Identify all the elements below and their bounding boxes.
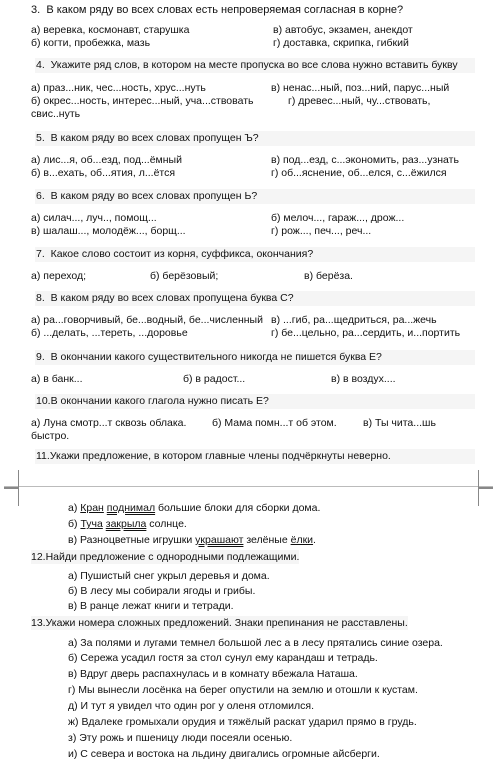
q13-option: г) Мы вынесли лосёнка на берег опустили на землю и отошли к кустам. (68, 684, 418, 696)
q10-option: быстро. (31, 430, 70, 442)
q11-option-c: в) Разноцветные игрушки украшают зелёные ёлки. (68, 534, 316, 546)
q3-title: 3. В каком ряду во всех словах есть непроверяемая согласная в корне? (31, 4, 404, 16)
q5-option: а) лис...я, об...езд, под...ёмный (31, 154, 182, 166)
q11-title: 11.Укажи предложение, в котором главные члены подчёркнуты неверно. (35, 449, 475, 464)
q7-option: б) берёзовый; (150, 270, 219, 282)
q4-title: 4. Укажите ряд слов, в котором на месте пропуска во все слова нужно вставить букву (35, 58, 475, 73)
q3-option: б) когти, пробежка, мазь (31, 37, 151, 49)
q7-option: а) переход; (31, 270, 87, 282)
q13-option: б) Сережа усадил гостя за стол сунул ему карандаш и тетрадь. (68, 652, 378, 664)
q6-title: 6. В каком ряду во всех словах пропущен Ь? (35, 189, 475, 204)
q6-option: г) рож..., печ..., реч... (271, 225, 372, 237)
q12-option: б) В лесу мы собирали ягоды и грибы. (68, 585, 256, 597)
q13-option: а) За полями и лугами темнел большой лес а в лесу прятались синие озера. (68, 637, 443, 649)
q4-option: свис..нуть (31, 108, 81, 120)
q8-option: в) ...гиб, ра...щедриться, ра...жечь (271, 314, 437, 326)
q9-option: в) в воздух.... (331, 373, 396, 385)
q6-option: в) шалаш..., молодёж..., борщ... (31, 225, 186, 237)
subject-underline: Кран (80, 502, 104, 514)
q7-option: в) берёза. (304, 270, 353, 282)
q8-option: г) бе...цельно, ра...сердить, и...портить (271, 327, 461, 339)
q10-option: в) Ты чита...шь (363, 417, 436, 429)
q4-option: в) ненас...ный, поз...ний, парус...ный (271, 82, 450, 94)
page-break (4, 486, 493, 487)
q10-option: б) Мама помн...т об этом. (212, 417, 337, 429)
q4-option: г) древес...ный, чу...ствовать, (288, 95, 431, 107)
q13-option: з) Эту рожь и пшеницу люди посеяли осенью. (68, 732, 293, 744)
predicate-underline: украшают (195, 534, 244, 546)
q6-option: б) мелоч..., гараж..., дрож... (271, 212, 405, 224)
q12-option: в) В ранце лежат книги и тетради. (68, 600, 234, 612)
q11-option-a: а) Кран поднимал большие блоки для сборки дома. (68, 502, 321, 514)
q13-option: в) Вдруг дверь распахнулась и в комнату вбежала Наташа. (68, 668, 358, 680)
q7-title: 7. Какое слово состоит из корня, суффикса, окончания? (35, 247, 475, 262)
q3-option: а) веревка, космонавт, старушка (31, 24, 190, 36)
predicate-underline: поднимал (106, 502, 156, 514)
predicate-underline: закрыла (105, 518, 147, 530)
q9-option: б) в радост... (183, 373, 246, 385)
q13-option: д) И тут я увидел что один рог у оленя отломился. (68, 700, 315, 712)
q5-option: в) под...езд, с...экономить, раз...узнать (271, 154, 459, 166)
q4-option: б) окрес...ность, интерес...ный, уча...ствовать (31, 95, 254, 107)
q3-option: г) доставка, скрипка, гибкий (273, 37, 409, 49)
q10-title: 10.В окончании какого глагола нужно писать Е? (35, 394, 475, 409)
q13-option: и) С севера и востока на льдину двигались огромные айсберги. (68, 748, 380, 760)
q13-option: ж) Вдалеке громыхали орудия и тяжёлый раскат ударил прямо в грудь. (68, 716, 417, 728)
q12-title: 12.Найди предложение с однородными подлежащими. (31, 551, 300, 563)
q9-option: а) в банк... (31, 373, 83, 385)
q5-option: г) об...яснение, об...елся, с...ёжился (271, 167, 447, 179)
page-corner-mark (4, 487, 19, 506)
subject-underline: Туча (80, 518, 103, 530)
q8-title: 8. В каком ряду во всех словах пропущена буква С? (35, 291, 475, 306)
q11-option-b: б) Туча закрыла солнце. (68, 518, 187, 530)
q3-option: в) автобус, экзамен, анекдот (273, 24, 413, 36)
subject-underline: ёлки (290, 534, 314, 546)
q4-option: а) праз...ник, чес...ность, хрус...нуть (31, 82, 206, 94)
q9-title: 9. В окончании какого существительного никогда не пишется буква Е? (35, 350, 475, 365)
q8-option: а) ра...говорчивый, бе...водный, бе...численный (31, 314, 263, 326)
q10-option: а) Луна смотр...т сквозь облака. (31, 417, 187, 429)
q13-title: 13.Укажи номера сложных предложений. Знаки препинания не расставлены. (31, 617, 408, 629)
q12-option: а) Пушистый снег укрыл деревья и дома. (68, 570, 270, 582)
q5-option: б) в...ехать, об...ятия, л...ётся (31, 167, 176, 179)
q6-option: а) силач..., луч.., помощ... (31, 212, 157, 224)
q5-title: 5. В каком ряду во всех словах пропущен Ъ? (35, 131, 475, 146)
page-corner-mark (478, 487, 493, 506)
q8-option: б) ...делать, ...тереть, ...доровье (31, 327, 188, 339)
